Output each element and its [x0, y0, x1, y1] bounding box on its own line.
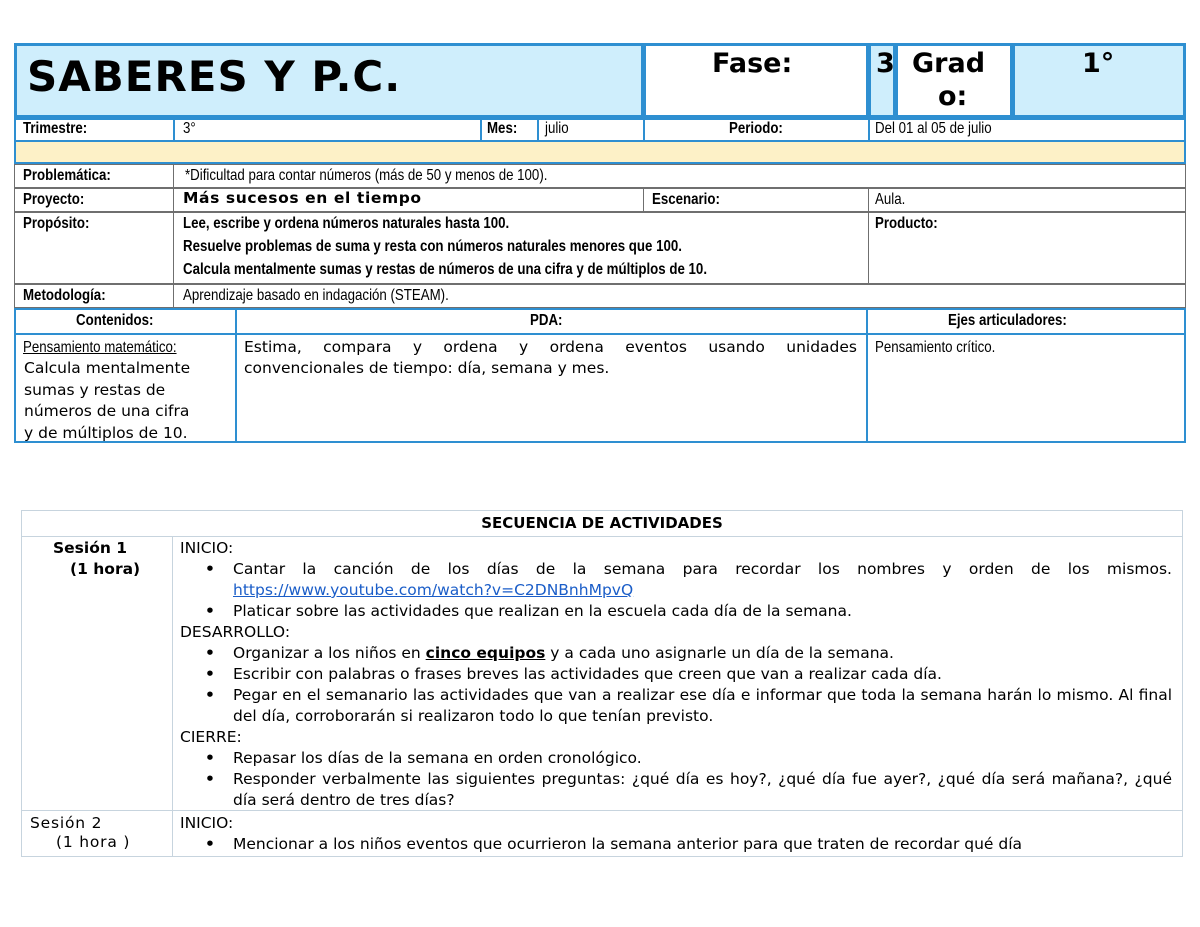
pda-line-1: Estima, compara y ordena y ordena eventos usando unidades [244, 338, 857, 356]
divider [173, 188, 174, 212]
list-item [233, 559, 1172, 601]
fase-cell [643, 43, 869, 118]
session2-content [180, 813, 1172, 855]
contenido-line-2: sumas y restas de [24, 381, 166, 399]
divider [172, 536, 173, 857]
inicio-heading: INICIO: [180, 814, 234, 832]
divider [868, 212, 869, 284]
desarrollo-list [180, 643, 1172, 727]
escenario-value: Aula. [875, 191, 906, 208]
activities-title: SECUENCIA DE ACTIVIDADES [481, 514, 723, 532]
list-item: • Platicar sobre las actividades que realizan en la escuela cada día de la semana. [233, 601, 1172, 622]
metodologia-label: Metodología: [23, 287, 106, 304]
grado-value-cell [1012, 43, 1186, 118]
inicio-heading: INICIO: [180, 539, 234, 557]
periodo-value: Del 01 al 05 de julio [875, 120, 992, 137]
list-item [233, 643, 1172, 664]
contenido-line-3: números de una cifra [24, 402, 190, 420]
trimestre-label: Trimestre: [23, 120, 88, 137]
proyecto-label: Proyecto: [23, 191, 85, 208]
session1-time: (1 hora) [70, 560, 141, 578]
escenario-label: Escenario: [652, 191, 720, 208]
divider [643, 188, 644, 212]
activity-text: Cantar la canción de los días de la semana para recordar los nombres y orden de los mismos. [233, 560, 1172, 578]
inicio-list [180, 834, 1172, 855]
cierre-list [180, 748, 1172, 811]
campo-formativo: Pensamiento matemático: [23, 339, 177, 356]
inicio-list [180, 559, 1172, 622]
pda-header: PDA: [530, 312, 563, 329]
contenido-line-4: y de múltiplos de 10. [24, 424, 188, 442]
problematica-value: *Dificultad para contar números (más de 50 y menos de 100). [185, 167, 548, 184]
mes-label: Mes: [487, 120, 518, 137]
divider [21, 536, 1183, 537]
divider [173, 212, 174, 284]
periodo-label: Periodo: [729, 120, 783, 137]
session2-label: Sesión 2 [30, 814, 103, 832]
fase-label: Fase: [712, 48, 793, 79]
grado-value: 1° [1082, 48, 1115, 79]
proposito-label: Propósito: [23, 215, 90, 232]
divider [868, 118, 870, 142]
list-item: • Repasar los días de la semana en orden cronológico. [233, 748, 1172, 769]
list-item: • Escribir con palabras o frases breves las actividades que creen que van a realizar cada día. [233, 664, 1172, 685]
mes-value: julio [545, 120, 569, 137]
proposito-line-2: Resuelve problemas de suma y resta con números naturales menores que 100. [183, 238, 682, 255]
ejes-value: Pensamiento crítico. [875, 339, 996, 356]
divider [868, 188, 869, 212]
session1-content [180, 538, 1172, 811]
fase-value: 3 [876, 48, 895, 79]
producto-label: Producto: [875, 215, 938, 232]
divider [537, 118, 539, 142]
title-cell [14, 43, 644, 118]
trimestre-value: 3° [183, 120, 196, 137]
grado-label-line1: Grad [912, 48, 986, 79]
desarrollo-heading: DESARROLLO: [180, 623, 291, 641]
activity-text: Organizar a los niños en [233, 644, 421, 662]
grado-label-line2: o: [938, 81, 968, 112]
page-title: SABERES Y P.C. [27, 52, 402, 101]
ejes-header: Ejes articuladores: [948, 312, 1067, 329]
divider [643, 118, 645, 142]
problematica-label: Problemática: [23, 167, 111, 184]
list-item: • Responder verbalmente las siguientes preguntas: ¿qué día es hoy?, ¿qué día fue ayer?, ¿qué día será mañana?, ¿qué día será dentro de tres días? [233, 769, 1172, 811]
proposito-line-1: Lee, escribe y ordena números naturales hasta 100. [183, 215, 510, 232]
pda-line-2: convencionales de tiempo: día, semana y mes. [244, 359, 610, 377]
spacer-row [14, 142, 1186, 164]
contenido-line-1: Calcula mentalmente [24, 359, 191, 377]
fase-value-cell [868, 43, 896, 118]
divider [480, 118, 482, 142]
divider [173, 284, 174, 308]
grado-cell [895, 43, 1013, 118]
session2-time: (1 hora ) [56, 833, 131, 851]
divider [173, 118, 175, 142]
youtube-link[interactable]: https://www.youtube.com/watch?v=C2DNBnhMpvQ [233, 581, 634, 599]
proyecto-value: Más sucesos en el tiempo [183, 189, 422, 207]
highlighted-text: cinco equipos [425, 644, 546, 662]
session1-label: Sesión 1 [53, 539, 128, 557]
cierre-heading: CIERRE: [180, 728, 242, 746]
divider [14, 333, 1186, 335]
contenidos-header: Contenidos: [76, 312, 154, 329]
list-item: • Mencionar a los niños eventos que ocurrieron la semana anterior para que traten de recordar qué día [233, 834, 1172, 855]
proposito-line-3: Calcula mentalmente sumas y restas de números de una cifra y de múltiplos de 10. [183, 261, 708, 278]
divider [173, 164, 174, 188]
metodologia-value: Aprendizaje basado en indagación (STEAM). [183, 287, 449, 304]
list-item: • Pegar en el semanario las actividades que van a realizar ese día e informar que toda la semana harán lo mismo. Al final del día, corroborarán si realizaron todo lo que tenían previsto. [233, 685, 1172, 727]
activity-text: y a cada uno asignarle un día de la semana. [550, 644, 894, 662]
